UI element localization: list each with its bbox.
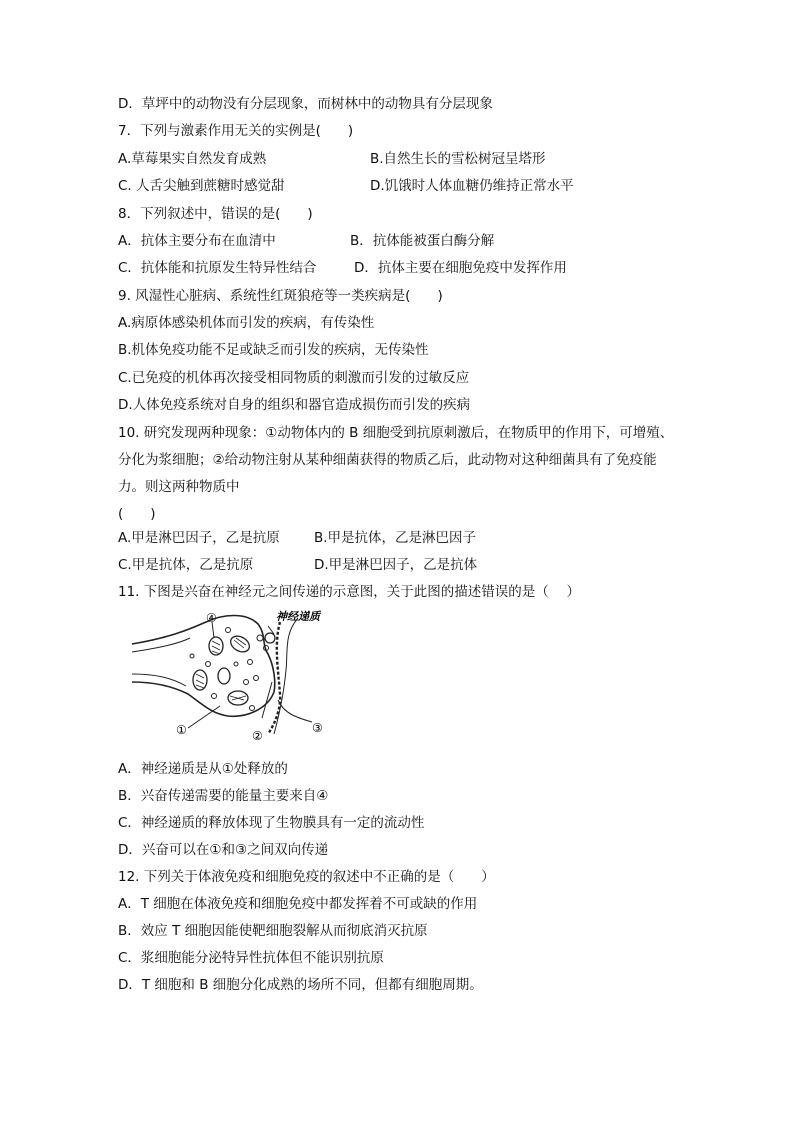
q12-option-a: A．T 细胞在体液免疫和细胞免疫中都发挥着不可或缺的作用 — [118, 896, 478, 912]
marker-2: ② — [252, 729, 263, 742]
q11-option-c: C．神经递质的释放体现了生物膜具有一定的流动性 — [118, 815, 425, 831]
q11-option-b: B．兴奋传递需要的能量主要来自④ — [118, 788, 329, 804]
q12-stem: 12. 下列关于体液免疫和细胞免疫的叙述中不正确的是（ ） — [118, 869, 495, 885]
q9-option-c: C.已免疫的机体再次接受相同物质的刺激而引发的过敏反应 — [118, 370, 470, 386]
neurotransmitter-label: 神经递质 — [276, 610, 320, 623]
q12-option-c: C．浆细胞能分泌特异性抗体但不能识别抗原 — [118, 950, 384, 966]
mitochondrion-top — [209, 637, 223, 655]
q12-option-d: D．T 细胞和 B 细胞分化成熟的场所不同，但都有细胞周期。 — [118, 977, 483, 993]
mitochondrion-middle — [228, 633, 252, 655]
mitochondrion-center — [218, 668, 230, 684]
marker-1: ① — [176, 723, 187, 737]
q12-option-b: B．效应 T 细胞因能使靶细胞裂解从而彻底消灭抗原 — [118, 923, 428, 939]
q9-stem: 9. 风湿性心脏病、系统性红斑狼疮等一类疾病是( ) — [118, 288, 443, 304]
mitochondrion-lower — [228, 691, 248, 705]
q11-stem: 11. 下图是兴奋在神经元之间传递的示意图，关于此图的描述错误的是（ ） — [118, 584, 581, 600]
q6-option-d: D．草坪中的动物没有分层现象，而树林中的动物具有分层现象 — [118, 96, 493, 112]
q7-option-c: C. 人舌尖触到蔗糖时感觉甜 — [118, 178, 285, 194]
synaptic-vesicles — [190, 628, 269, 711]
q7-option-d: D.饥饿时人体血糖仍维持正常水平 — [370, 178, 574, 194]
mitochondrion-left — [193, 670, 207, 690]
q10-stem-line-3: 力。则这两种物质中 — [118, 479, 240, 495]
q8-option-a: A．抗体主要分布在血清中 — [118, 233, 276, 249]
presynaptic-membrane — [132, 616, 275, 717]
q9-option-a: A.病原体感染机体而引发的疾病，有传染性 — [118, 315, 375, 331]
q7-option-b: B.自然生长的雪松树冠呈塔形 — [370, 151, 546, 167]
leader-line-1 — [188, 706, 220, 728]
marker-4: ④ — [206, 611, 217, 625]
q10-stem-line-1: 10. 研究发现两种现象：①动物体内的 B 细胞受到抗原刺激后，在物质甲的作用下，可增殖、 — [118, 425, 674, 441]
leader-line-3 — [278, 700, 312, 722]
synapse-diagram-svg — [128, 608, 328, 742]
q8-stem: 8．下列叙述中，错误的是( ) — [118, 206, 313, 222]
q10-option-b: B.甲是抗体，乙是淋巴因子 — [314, 530, 477, 546]
q11-option-d: D．兴奋可以在①和③之间双向传递 — [118, 842, 329, 858]
q10-option-a: A.甲是淋巴因子，乙是抗原 — [118, 530, 280, 546]
q10-option-c: C.甲是抗体，乙是抗原 — [118, 557, 254, 573]
q10-stem-line-2: 分化为浆细胞；②给动物注射从某种细菌获得的物质乙后，此动物对这种细菌具有了免疫能 — [118, 452, 657, 468]
q11-option-a: A．神经递质是从①处释放的 — [118, 761, 288, 777]
q7-stem: 7．下列与激素作用无关的实例是( ) — [118, 123, 354, 139]
synapse-diagram — [128, 608, 328, 742]
q8-option-c: C．抗体能和抗原发生特异性结合 — [118, 260, 317, 276]
q7-option-a: A.草莓果实自然发育成熟 — [118, 151, 267, 167]
q9-option-d: D.人体免疫系统对自身的组织和器官造成损伤而引发的疾病 — [118, 397, 471, 413]
q8-option-b: B．抗体能被蛋白酶分解 — [350, 233, 495, 249]
q10-option-d: D.甲是淋巴因子，乙是抗体 — [314, 557, 478, 573]
axon-inner-line — [132, 638, 190, 652]
q10-answer-parens: ( ) — [118, 506, 156, 522]
releasing-vesicle — [265, 633, 275, 643]
q8-option-d: D．抗体主要在细胞免疫中发挥作用 — [354, 260, 567, 276]
marker-3: ③ — [312, 721, 323, 735]
q9-option-b: B.机体免疫功能不足或缺乏而引发的疾病，无传染性 — [118, 342, 429, 358]
